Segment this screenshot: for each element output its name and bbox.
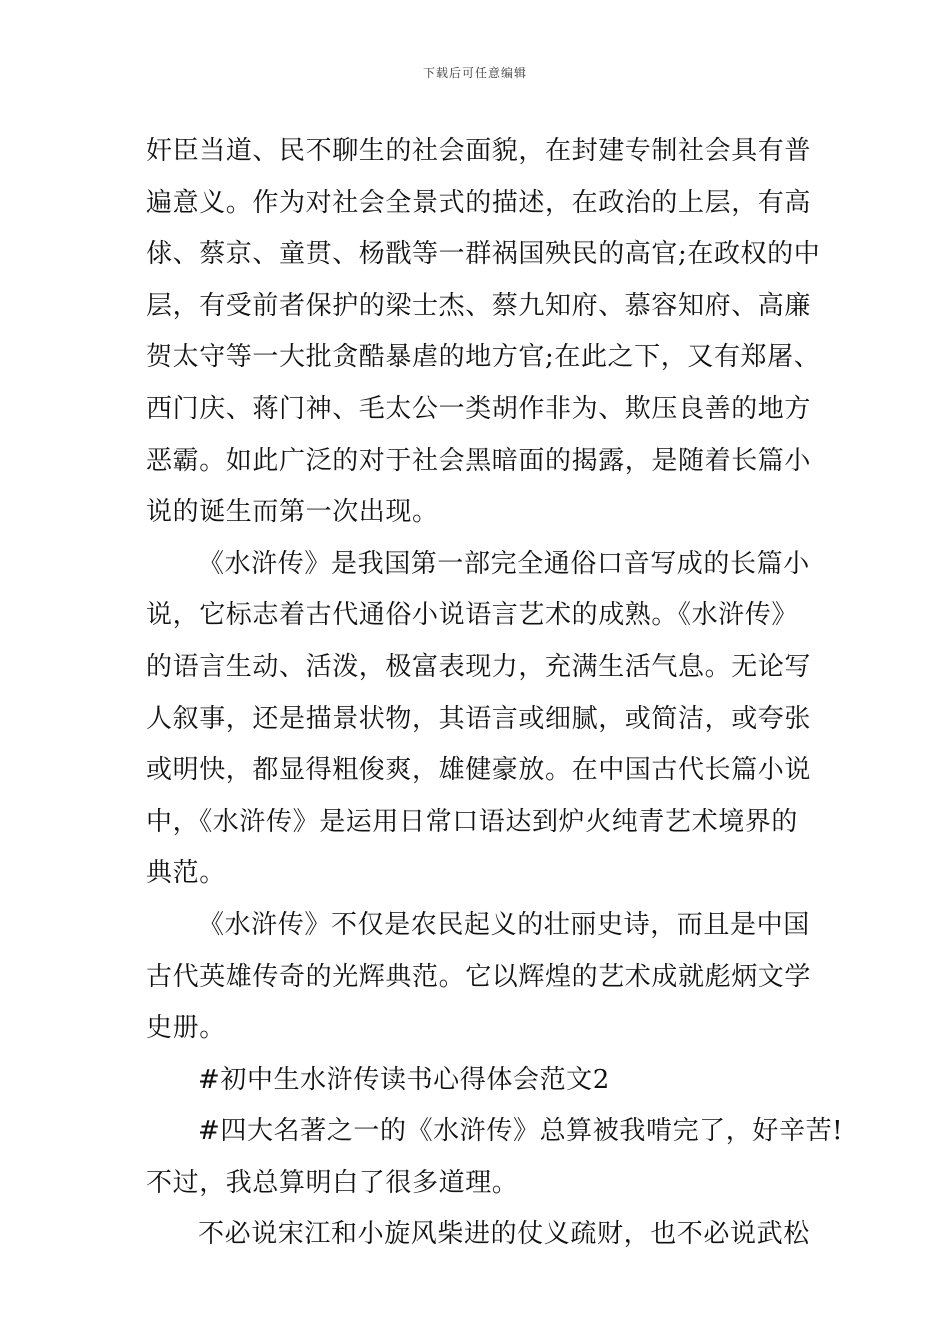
text-line: 或明快，都显得粗俊爽，雄健豪放。在中国古代长篇小说 [146,755,812,786]
paragraph-start-line: 《水浒传》是我国第一部完全通俗口音写成的长篇小 [198,548,810,579]
text-line: 史册。 [146,1013,226,1044]
text-line: 西门庆、蒋门神、毛太公一类胡作非为、欺压良善的地方 [146,393,812,424]
section-heading-line: #初中生水浒传读书心得体会范文2 [198,1064,610,1095]
text-line: 说，它标志着古代通俗小说语言艺术的成熟。《水浒传》 [146,600,799,631]
text-line: 遍意义。作为对社会全景式的描述，在政治的上层，有高 [146,187,812,218]
text-line: 典范。 [146,858,226,889]
text-line: 层，有受前者保护的梁士杰、蔡九知府、慕容知府、高廉 [146,290,812,321]
text-line: 奸臣当道、民不聊生的社会面貌，在封建专制社会具有普 [146,136,812,166]
text-line: 中，《水浒传》是运用日常口语达到炉火纯青艺术境界的 [146,806,799,837]
text-line: 说的诞生而第一次出现。 [146,497,439,528]
page-header-note: 下载后可任意编辑 [422,66,527,80]
document-body [146,126,844,1261]
text-line: 不过，我总算明白了很多道理。 [146,1167,519,1198]
text-line: 恶霸。如此广泛的对于社会黑暗面的揭露，是随着长篇小 [146,445,812,476]
text-line: 人叙事，还是描景状物，其语言或细腻，或简洁，或夸张 [146,703,812,734]
paragraph-start-line: #四大名著之一的《水浒传》总算被我啃完了，好辛苦! [198,1116,844,1147]
text-line: 贺太守等一大批贪酷暴虐的地方官;在此之下，又有郑屠、 [146,342,821,373]
paragraph-start-line: 《水浒传》不仅是农民起义的壮丽史诗，而且是中国 [198,909,810,940]
text-line: 俅、蔡京、童贯、杨戬等一群祸国殃民的高官;在政权的中 [146,239,821,270]
text-line: 古代英雄传奇的光辉典范。它以辉煌的艺术成就彪炳文学 [146,961,812,992]
text-line: 的语言生动、活泼，极富表现力，充满生活气息。无论写 [146,651,812,682]
paragraph-start-line: 不必说宋江和小旋风柴进的仗义疏财，也不必说武松 [198,1219,810,1250]
